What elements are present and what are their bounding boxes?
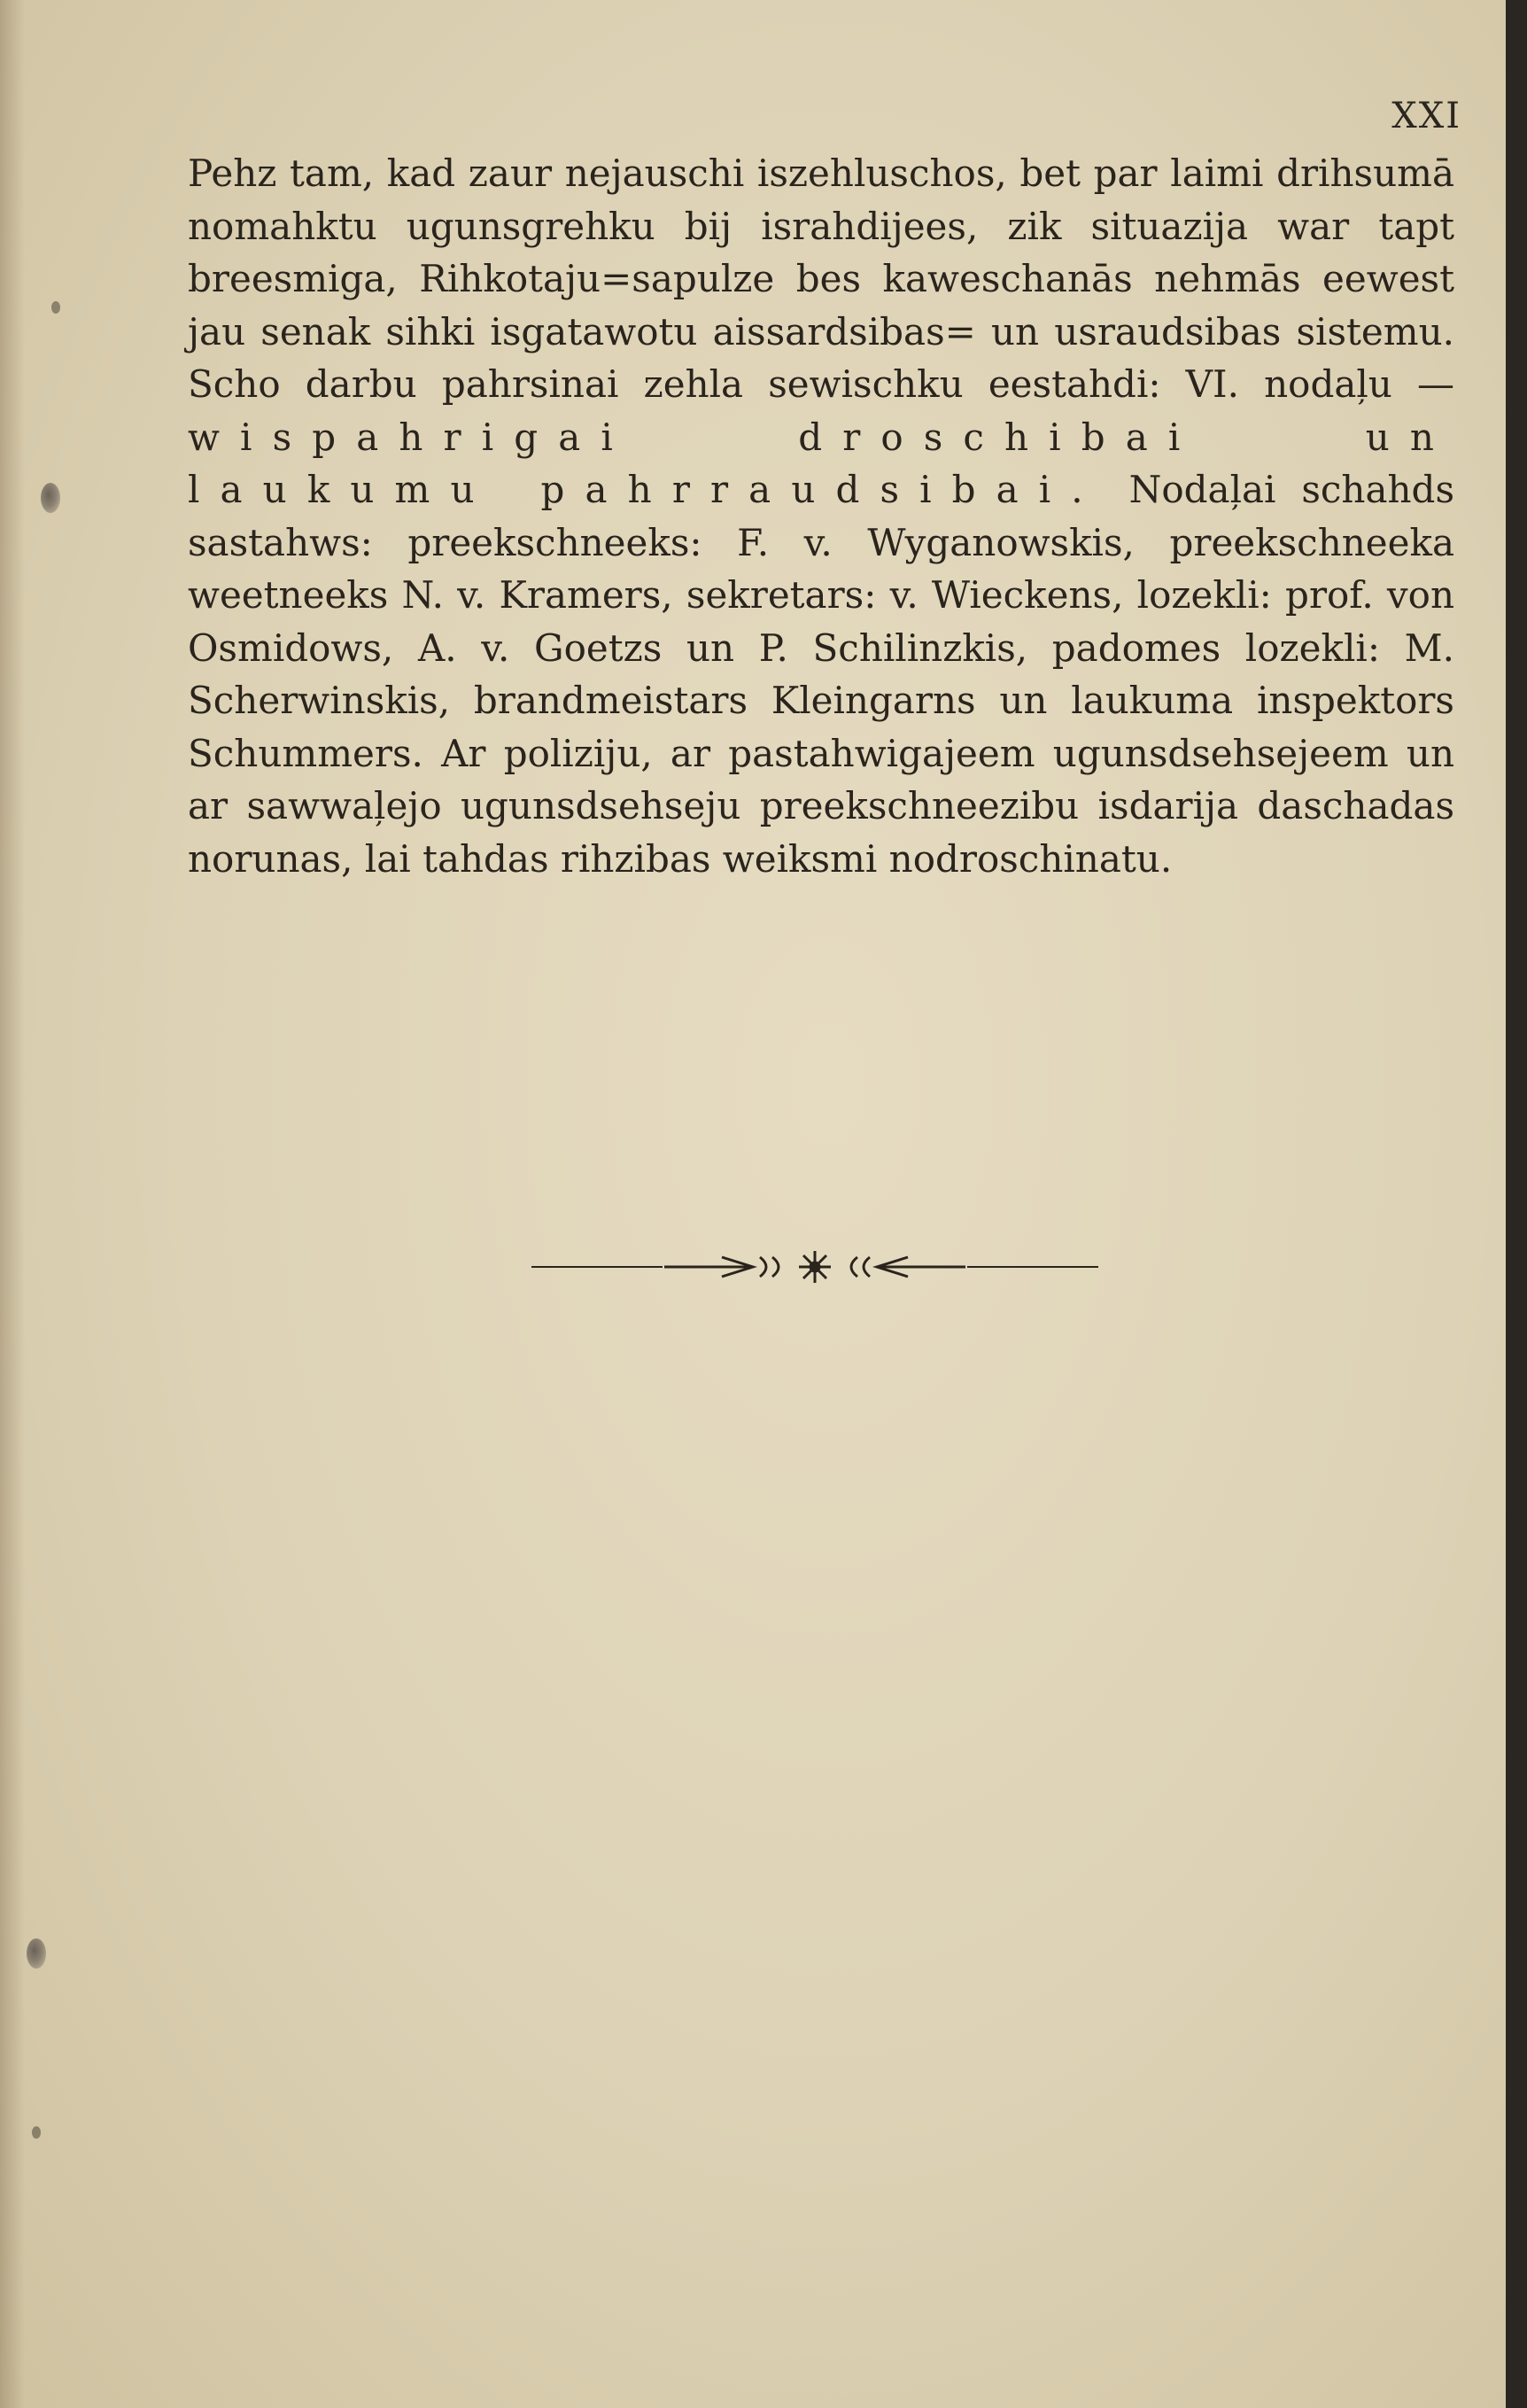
page-number: XXI [1391, 96, 1461, 136]
binding-hole [41, 483, 60, 513]
binding-mark [32, 2126, 41, 2139]
paragraph-text-continued: Nodaļai schahds sastahws: preekschneeks: F. v. Wyganowskis, preekschneeka weetneeks N. v. Kramers, sekretars: v. Wieckens, lozekli: prof. von Osmidows, A. v. Goetzs un P. Schilinzkis, padomes lozekli: M. Scherwinskis, brandmeistars Kleingarns un laukuma inspektors Schummers. Ar poliziju, ar pastahwigajeem ugunsdsehsejeem un ar sawwaļejo ugunsdsehseju preekschneezibu isdarija daschadas norunas, lai tahdas rihzibas weiksmi nodroschinatu. [188, 468, 1454, 881]
binding-hole [27, 1938, 46, 1969]
section-divider-ornament [531, 1245, 1098, 1289]
body-paragraph [188, 147, 1454, 885]
spaced-heading-text: wispahrigai droschibai un laukumu pahrraudsibai. [188, 415, 1454, 511]
spine-shadow [0, 0, 25, 2408]
paragraph-text: Pehz tam, kad zaur nejauschi iszehluschos, bet par laimi drihsumā nomahktu ugunsgrehku bij israhdijees, zik situazija war tapt breesmiga, Rihkotaju=sapulze bes kaweschanās nehmās eewest jau senak sihki isgatawotu aissardsibas= un usraudsibas sistemu. Scho darbu pahrsinai zehla sewischku eestahdi: VI. nodaļu — [188, 151, 1454, 406]
binding-mark [51, 301, 60, 314]
